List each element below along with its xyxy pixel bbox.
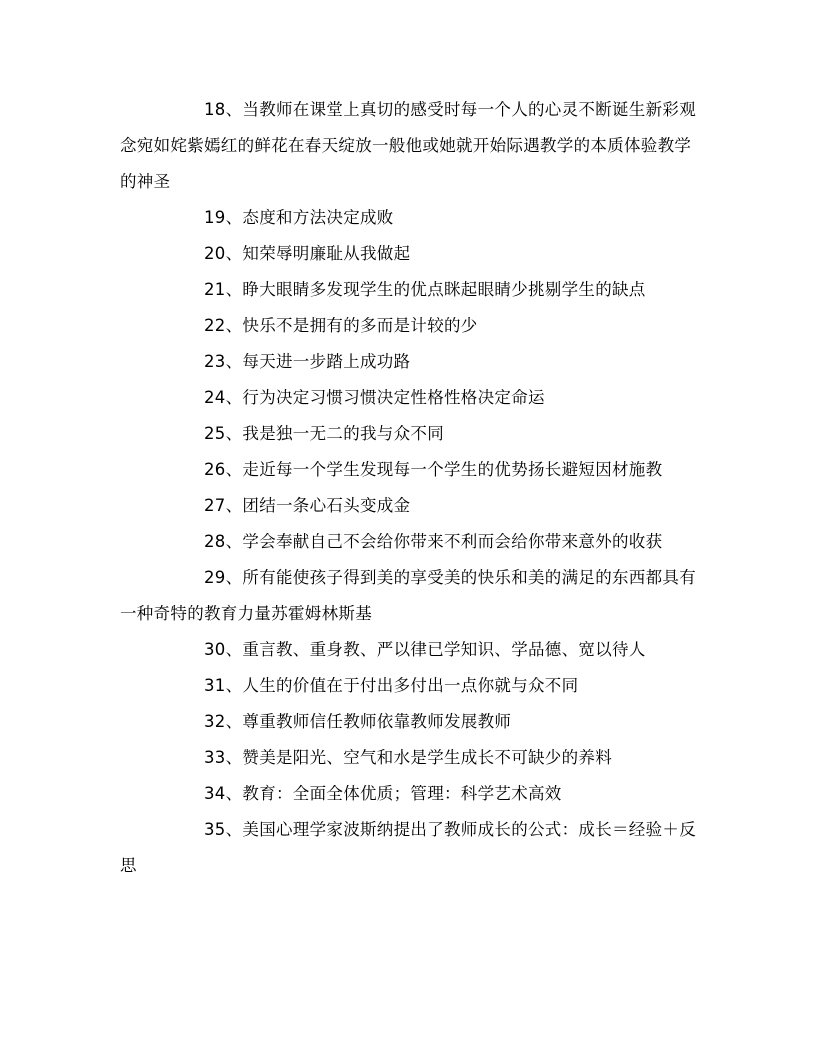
list-item: 23、每天进一步踏上成功路	[204, 352, 411, 371]
list-item: 32、尊重教师信任教师依靠教师发展教师	[204, 712, 512, 731]
list-item: 22、快乐不是拥有的多而是计较的少	[204, 316, 478, 335]
list-item: 29、所有能使孩子得到美的享受美的快乐和美的满足的东西都具有一种奇特的教育力量苏霍姆林斯基	[120, 568, 696, 623]
list-item: 30、重言教、重身教、严以律已学知识、学品德、宽以待人	[204, 640, 646, 659]
list-item: 34、教育：全面全体优质；管理：科学艺术高效	[204, 784, 562, 803]
list-item: 26、走近每一个学生发现每一个学生的优势扬长避短因材施教	[204, 460, 663, 479]
list-item: 35、美国心理学家波斯纳提出了教师成长的公式：成长＝经验＋反思	[120, 820, 696, 875]
list-item: 21、睁大眼睛多发现学生的优点眯起眼睛少挑剔学生的缺点	[204, 280, 646, 299]
document-body	[120, 92, 696, 884]
list-item: 28、学会奉献自己不会给你带来不利而会给你带来意外的收获	[204, 532, 663, 551]
list-item: 25、我是独一无二的我与众不同	[204, 424, 444, 443]
list-item: 18、当教师在课堂上真切的感受时每一个人的心灵不断诞生新彩观念宛如姹紫嫣红的鲜花在春天绽放一般他或她就开始际遇教学的本质体验教学的神圣	[120, 100, 696, 191]
list-item: 33、赞美是阳光、空气和水是学生成长不可缺少的养料	[204, 748, 612, 767]
list-item: 19、态度和方法决定成败	[204, 208, 394, 227]
list-item: 24、行为决定习惯习惯决定性格性格决定命运	[204, 388, 545, 407]
list-item: 31、人生的价值在于付出多付出一点你就与众不同	[204, 676, 579, 695]
list-item: 20、知荣辱明廉耻从我做起	[204, 244, 411, 263]
list-item: 27、团结一条心石头变成金	[204, 496, 411, 515]
